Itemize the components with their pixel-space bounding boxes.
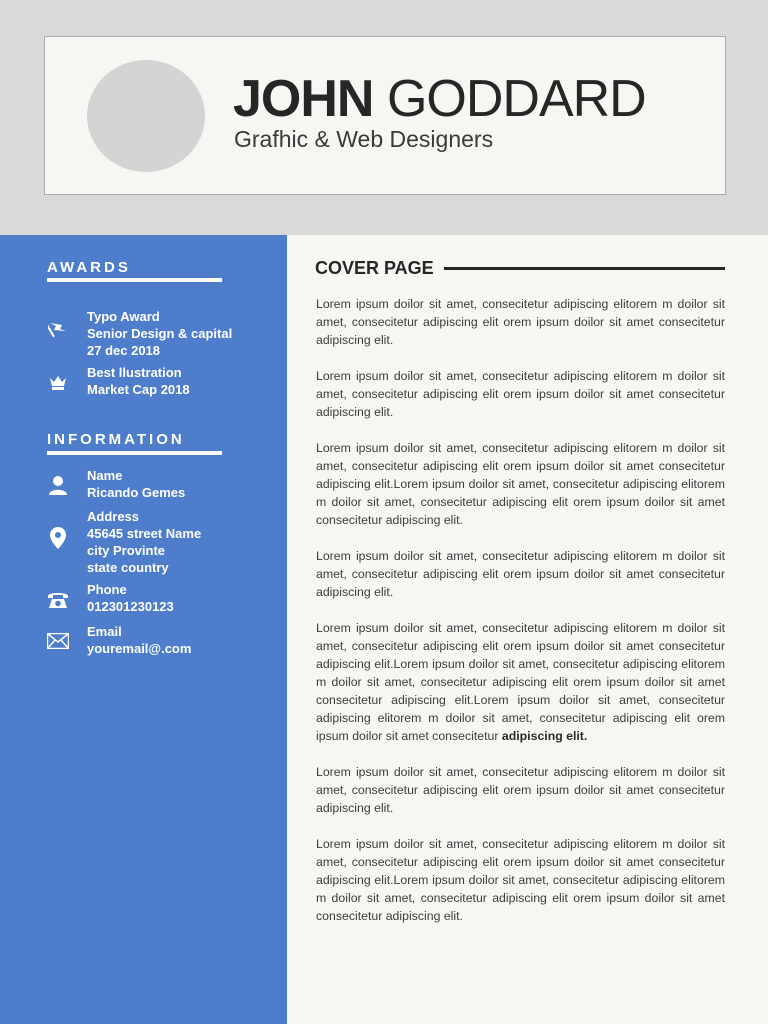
- cover-page-title: COVER PAGE: [315, 258, 434, 278]
- paragraph-text: Lorem ipsum doilor sit amet, consecitetur adipiscing elitorem m doilor sit amet, consecitetur adipiscing elit orem ipsum doilor sit amet consecitetur adipiscing elit.: [316, 549, 725, 599]
- info-label: Address: [87, 509, 140, 524]
- job-title: Grafhic & Web Designers: [234, 126, 494, 152]
- paragraph-text: Lorem ipsum doilor sit amet, consecitetur adipiscing elitorem m doilor sit amet, consecitetur adipiscing elit orem ipsum doilor sit amet consecitetur adipiscing elit.Lorem ipsum doilor sit amet, consecitetur adipiscing elitorem m doilor sit amet, consecitetur adipiscing elit orem ipsum doilor sit amet consecitetur adipiscing elit.: [316, 441, 725, 527]
- info-address: [46, 508, 276, 578]
- body-text: [316, 295, 725, 943]
- main-content: [287, 235, 768, 1024]
- paragraph: [316, 439, 725, 529]
- info-value: youremail@.com: [87, 641, 192, 656]
- info-label: Phone: [87, 582, 127, 597]
- flag-icon: [46, 318, 70, 342]
- paragraph-bold-text: adipiscing elit.: [501, 729, 588, 743]
- avatar: [87, 60, 205, 172]
- award-detail: Senior Design & capital: [87, 326, 233, 341]
- award-date: 27 dec 2018: [87, 343, 161, 358]
- info-value: city Provinte: [87, 543, 166, 558]
- paragraph: [316, 763, 725, 817]
- paragraph-text: Lorem ipsum doilor sit amet, consecitetur adipiscing elitorem m doilor sit amet, consecitetur adipiscing elit orem ipsum doilor sit amet consecitetur adipiscing elit.: [316, 369, 725, 419]
- information-divider: [47, 451, 222, 455]
- info-value: 012301230123: [87, 599, 174, 614]
- paragraph-text: Lorem ipsum doilor sit amet, consecitetur adipiscing elitorem m doilor sit amet, consecitetur adipiscing elit orem ipsum doilor sit amet consecitetur adipiscing elit.Lorem ipsum doilor sit amet, consecitetur adipiscing elitorem m doilor sit amet, consecitetur adipiscing elit orem ipsum doilor sit amet consecitetur adipiscing elit.Lorem ipsum doilor sit amet, consecitetur adipiscing elitorem m doilor sit amet, consecitetur adipiscing elit orem ipsum doilor sit amet consecitetur: [316, 621, 725, 743]
- person-icon: [46, 473, 70, 497]
- award-item: [46, 364, 276, 400]
- paragraph-text: Lorem ipsum doilor sit amet, consecitetur adipiscing elitorem m doilor sit amet, consecitetur adipiscing elit orem ipsum doilor sit amet consecitetur adipiscing elit.Lorem ipsum doilor sit amet, consecitetur adipiscing elitorem m doilor sit amet, consecitetur adipiscing elit orem ipsum doilor sit amet consecitetur adipiscing elit.: [316, 837, 725, 923]
- full-name: [233, 69, 646, 129]
- info-label: Name: [87, 468, 123, 483]
- awards-divider: [47, 278, 222, 282]
- cover-title-divider: [444, 267, 725, 270]
- paragraph: [316, 547, 725, 601]
- info-name: [46, 467, 276, 503]
- info-value: state country: [87, 560, 169, 575]
- award-name: Best llustration: [87, 365, 182, 380]
- crown-icon: [46, 370, 70, 394]
- paragraph: [316, 295, 725, 349]
- sidebar: [0, 235, 287, 1024]
- info-label: Email: [87, 624, 122, 639]
- paragraph: [316, 367, 725, 421]
- info-phone: [46, 581, 276, 617]
- paragraph: [316, 835, 725, 925]
- envelope-icon: [46, 629, 70, 653]
- award-detail: Market Cap 2018: [87, 382, 190, 397]
- info-value: 45645 street Name: [87, 526, 202, 541]
- paragraph: [316, 619, 725, 745]
- paragraph-text: Lorem ipsum doilor sit amet, consecitetur adipiscing elitorem m doilor sit amet, consecitetur adipiscing elit orem ipsum doilor sit amet consecitetur adipiscing elit.: [316, 765, 725, 815]
- info-email: [46, 623, 276, 659]
- paragraph-text: Lorem ipsum doilor sit amet, consecitetur adipiscing elitorem m doilor sit amet, consecitetur adipiscing elit orem ipsum doilor sit amet consecitetur adipiscing elit.: [316, 297, 725, 347]
- info-value: Ricando Gemes: [87, 485, 186, 500]
- header-card: [44, 36, 726, 195]
- information-title: INFORMATION: [47, 431, 185, 448]
- location-pin-icon: [46, 526, 70, 550]
- last-name: GODDARD: [386, 70, 646, 128]
- award-name: Typo Award: [87, 309, 160, 324]
- award-item: [46, 308, 276, 360]
- awards-title: AWARDS: [47, 259, 131, 276]
- phone-icon: [46, 588, 70, 612]
- first-name: JOHN: [233, 70, 374, 128]
